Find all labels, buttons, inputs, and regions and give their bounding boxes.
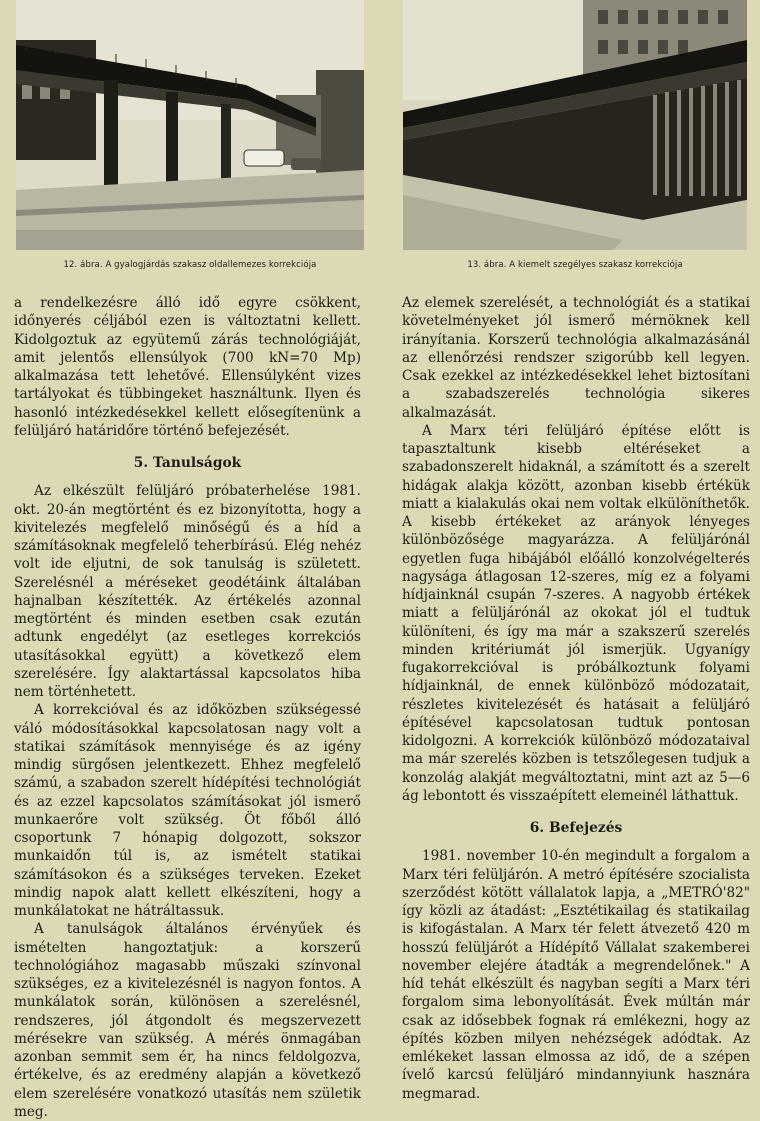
figure-caption: 13. ábra. A kiemelt szegélyes szakasz korrekciója (467, 260, 683, 270)
photo-sidewalk-segment (16, 0, 364, 250)
figure-13 (403, 0, 747, 270)
section-heading-tanulsagok: 5. Tanulságok (133, 455, 242, 471)
figure-caption: 12. ábra. A gyalogjárdás szakasz oldallemezes korrekciója (63, 260, 317, 270)
left-text-column (14, 294, 361, 1121)
paragraph: A tanulságok általános érvényűek és ismételten hangoztatjuk: a korszerű technológiához magasabb műszaki színvonal szükséges, ez a kivitelezésnél is nagyon fontos. A munkálatok során, különösen a szerelésnél, rendszeres, jól átgondolt és megszervezett mérésekre van szükség. A mérés önmagában azonban semmit sem ér, ha nincs feldolgozva, értékelve, és az eredmény alapján a következő elem szerelésére vonatkozó utasítás nem születik meg. (14, 921, 361, 1120)
paragraph: 1981. november 10-én megindult a forgalom a Marx téri felüljárón. A metró építésére szocialista szerződést kötött vállalatok lapja, a „METRÓ'82" így közli az átadást: „Esztétikailag és statikailag is kifogástalan. A Marx tér felett átvezető 420 m hosszú felüljárót a Hídépítő Vállalat szakemberei november elejére átadták a megrendelőnek." A híd tehát elkészült és nagyban segíti a Marx téri forgalom sima lebonyolítását. Évek múltán már csak az idősebbek fognak rá emlékezni, hogy az építés közben milyen nehézségek adódtak. Az emlékeket lassan elmossa az idő, de a szépen ívelő karcsú felüljáró mindannyiunk hasznára megmarad. (402, 848, 750, 1102)
paragraph: A korrekcióval és az időközben szükségessé váló módosításokkal kapcsolatosan nagy volt a statikai számítások mennyisége és az igény mindig sürgősen jelentkezett. Ehhez megfelelő számú, a szabadon szerelt hídépítési technológiát és az ezzel kapcsolatos számításokat jól ismerő munkaerőre volt szükség. Öt főből álló csoportunk 7 hónapig dolgozott, sokszor munkaidőn túl is, az ismételt statikai számításokon és a szükséges terveken. Ezeket mindig napok alatt kellett elkészíteni, hogy a munkálatokat ne hátráltassuk. (14, 702, 361, 919)
paragraph: A Marx téri felüljáró építése előtt is tapasztaltunk kisebb eltéréseket a szabadonszerelt hidaknál, a számított és a szerelt hidágak alakja között, azonban kisebb értékük miatt a kialakulás okai nem voltak elkülöníthetők. A kisebb értékeket az arányok lényeges különbözősége magyarázza. A felüljárónál egyetlen fuga hibájából előálló konzolvégelterés nagysága átlagosan 12-szeres, míg ez a folyami hídjainknál csupán 7-szeres. A nagyobb értékek miatt a felüljárónál az okokat jól el tudtuk különíteni, és így ma már a szakszerű szerelés minden kritériumát jól ismerjük. Ugyanígy fugakorrekcióval is próbálkoztunk folyami hídjainknál, de ennek különböző módozatait, részletes kivitelezését és hatásait a felüljáró építésével kapcsolatosan tudtuk pontosan kidolgozni. A korrekciók különböző módozataival ma már szerelés közben is tetszőlegesen tudjuk a konzolág alakját megváltoztatni, mint azt az 5—6 ág lebontott és visszaépített elemeinél láthattuk. (402, 422, 750, 804)
figure-12 (16, 0, 364, 270)
paragraph: Az elemek szerelését, a technológiát és a statikai követelményeket jól ismerő mérnöknek kell irányítania. Korszerű technológia alkalmazásánál az ellenőrzési rendszer szigorúbb kell legyen. Csak ezekkel az intézkedésekkel lehet biztosítani a szabadszerelés technológia sikeres alkalmazását. (402, 295, 750, 421)
paragraph: Az elkészült felüljáró próbaterhelése 1981. okt. 20-án megtörtént és ez bizonyította, hogy a kivitelezés megfelelő minőségű és a híd a számításoknak megfelelő teherbírású. Elég nehéz volt ide eljutni, de sok tanulság is született. Szerelésnél a méréseket geodétáink általában hajnalban készítették. Az értékelés azonnal megtörtént és minden esetben csak ezután adtunk engedélyt (az esetleges korrekciós utasításokkal együtt) a következő elem szerelésére. Így alaktartással kapcsolatos hiba nem történhetett. (14, 483, 361, 700)
section-heading-befejezes: 6. Befejezés (529, 820, 623, 836)
right-text-column (402, 294, 750, 1103)
paragraph: a rendelkezésre álló idő egyre csökkent, időnyerés céljából ezen is változtatni kellett. Kidolgoztuk az együtemű zárás technológiáját, amit jelentős ellensúlyok (700 kN=70 Mp) alkalmazása tett lehetővé. Ellensúlyként vizes tartályokat és tübbingeket használtunk. Ilyen és hasonló intézkedésekkel kellett elősegítenünk a felüljáró határidőre történő befejezését. (14, 295, 361, 439)
photo-raised-curb-segment (403, 0, 747, 250)
